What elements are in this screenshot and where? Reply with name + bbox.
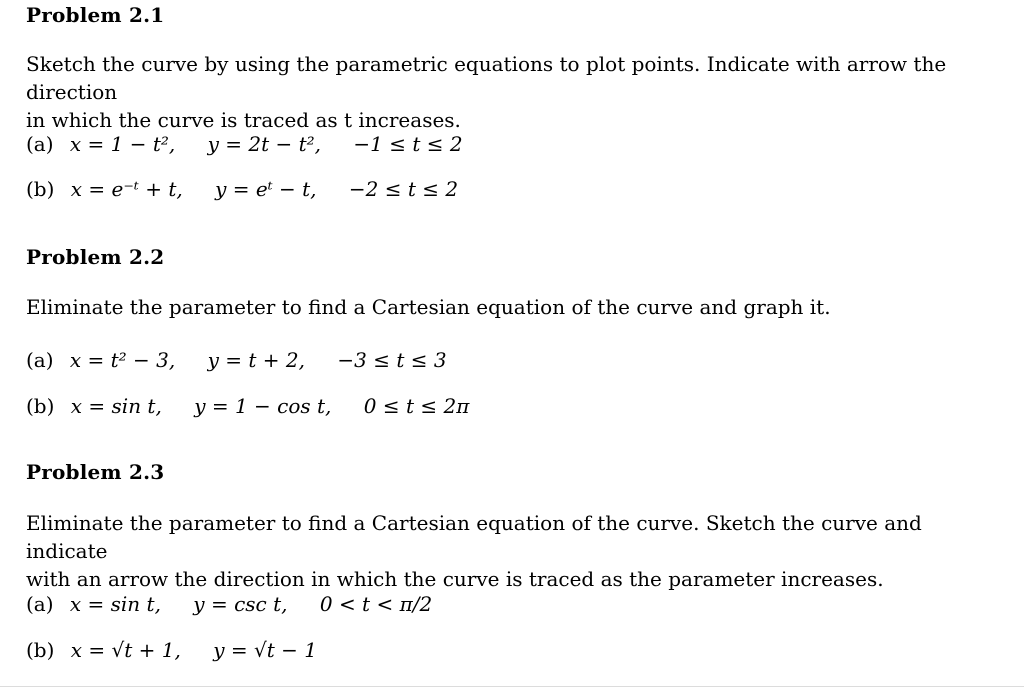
t-range: −2 ≤ t ≤ 2 [348,177,459,201]
t-range: −1 ≤ t ≤ 2 [353,132,463,156]
part-label: (b) [26,638,55,662]
t-range: 0 ≤ t ≤ 2π [363,394,470,418]
problem-2-2-title: Problem 2.2 [26,245,165,269]
t-range: −3 ≤ t ≤ 3 [337,348,447,372]
part-label: (b) [26,394,55,418]
t-range: 0 < t < π/2 [319,592,433,616]
bottom-divider [0,686,1024,687]
problem-2-3-title: Problem 2.3 [26,460,165,484]
problem-2-2-statement [26,293,1001,321]
problem-2-1-line-2: in which the curve is traced as t increases. [26,108,461,132]
problem-2-3-statement [26,509,1001,593]
problem-2-1-part-b [26,177,458,201]
problem-2-1-title: Problem 2.1 [26,3,165,27]
x-equation: x = t² − 3, [69,348,176,372]
x-equation: x = sin t, [69,592,161,616]
y-equation: y = √t − 1 [213,638,317,662]
x-equation: x = sin t, [70,394,162,418]
x-equation: x = √t + 1, [70,638,181,662]
problem-2-2-part-a [26,348,447,372]
y-equation: y = eᵗ − t, [215,177,317,201]
problem-2-1-part-a [26,132,463,156]
problem-2-2-line-1: Eliminate the parameter to find a Cartesian equation of the curve and graph it. [26,295,831,319]
problem-2-1-line-1: Sketch the curve by using the parametric equations to plot points. Indicate with arrow the direction [26,52,947,104]
problem-2-3-part-b [26,638,317,662]
x-equation: x = e⁻ᵗ + t, [70,177,183,201]
x-equation: x = 1 − t², [69,132,176,156]
y-equation: y = csc t, [193,592,288,616]
problem-2-2-part-b [26,394,469,418]
y-equation: y = t + 2, [207,348,305,372]
part-label: (b) [26,177,55,201]
part-label: (a) [26,132,54,156]
problem-2-1-statement [26,50,1001,134]
part-label: (a) [26,348,54,372]
problem-2-3-line-2: with an arrow the direction in which the curve is traced as the parameter increases. [26,567,884,591]
part-label: (a) [26,592,54,616]
y-equation: y = 1 − cos t, [194,394,332,418]
y-equation: y = 2t − t², [207,132,322,156]
problem-2-3-line-1: Eliminate the parameter to find a Cartesian equation of the curve. Sketch the curve and indicate [26,511,922,563]
problem-2-3-part-a [26,592,432,616]
